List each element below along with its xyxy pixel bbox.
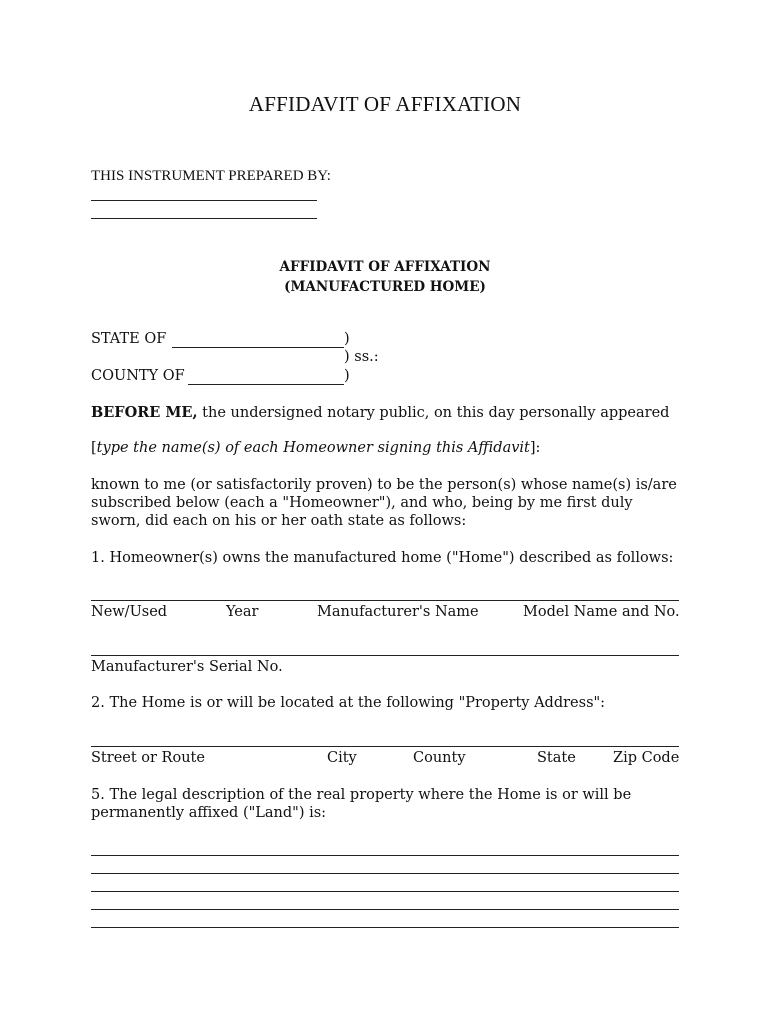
new-used-label: New/Used — [91, 604, 168, 620]
year-label: Year — [226, 604, 259, 620]
known-line-2: subscribed below (each a "Homeowner"), and who, being by me first duly — [91, 495, 633, 511]
state-address-label: State — [537, 750, 576, 766]
legal-description-line-5[interactable] — [91, 927, 679, 928]
instruction-bracket-open: [ — [91, 440, 97, 456]
serial-number-label: Manufacturer's Serial No. — [91, 659, 283, 675]
before-me-text: the undersigned notary public, on this day personally appeared — [197, 405, 670, 421]
document-title: AFFIDAVIT OF AFFIXATION — [248, 92, 522, 116]
model-label: Model Name and No. — [523, 604, 680, 620]
prepared-by-line-1[interactable] — [91, 200, 317, 201]
county-field[interactable] — [188, 384, 344, 385]
before-me-paragraph — [91, 404, 669, 421]
legal-description-line-4[interactable] — [91, 909, 679, 910]
prepared-by-line-2[interactable] — [91, 218, 317, 219]
instruction-bracket-close: ]: — [529, 440, 541, 456]
street-label: Street or Route — [91, 750, 205, 766]
subtitle-line-1: AFFIDAVIT OF AFFIXATION — [279, 259, 491, 275]
legal-description-line-1[interactable] — [91, 855, 679, 856]
item-1-text: 1. Homeowner(s) owns the manufactured home ("Home") described as follows: — [91, 550, 674, 566]
county-paren: ) — [344, 368, 350, 384]
county-address-label: County — [413, 750, 466, 766]
instruction-text: type the name(s) of each Homeowner signing this Affidavit — [96, 440, 530, 456]
prepared-by-label: THIS INSTRUMENT PREPARED BY: — [91, 168, 331, 184]
county-label: COUNTY OF — [91, 368, 185, 384]
legal-description-line-3[interactable] — [91, 891, 679, 892]
item-5-line-2: permanently affixed ("Land") is: — [91, 805, 327, 821]
item-5-line-1: 5. The legal description of the real property where the Home is or will be — [91, 787, 632, 803]
city-label: City — [327, 750, 357, 766]
known-line-1: known to me (or satisfactorily proven) to be the person(s) whose name(s) is/are — [91, 477, 677, 493]
homeowner-instruction — [91, 440, 540, 456]
item-2-text: 2. The Home is or will be located at the following "Property Address": — [91, 695, 606, 711]
state-field[interactable] — [172, 347, 344, 348]
home-description-line[interactable] — [91, 600, 679, 601]
ss-label: ) ss.: — [344, 349, 379, 365]
state-label: STATE OF — [91, 331, 167, 347]
manufacturer-name-label: Manufacturer's Name — [317, 604, 479, 620]
serial-number-line[interactable] — [91, 655, 679, 656]
zip-code-label: Zip Code — [613, 750, 680, 766]
before-me-bold: BEFORE ME, — [91, 404, 198, 421]
state-paren: ) — [344, 331, 350, 347]
subtitle-line-2: (MANUFACTURED HOME) — [284, 279, 486, 295]
legal-description-line-2[interactable] — [91, 873, 679, 874]
known-line-3: sworn, did each on his or her oath state as follows: — [91, 513, 467, 529]
property-address-line[interactable] — [91, 746, 679, 747]
